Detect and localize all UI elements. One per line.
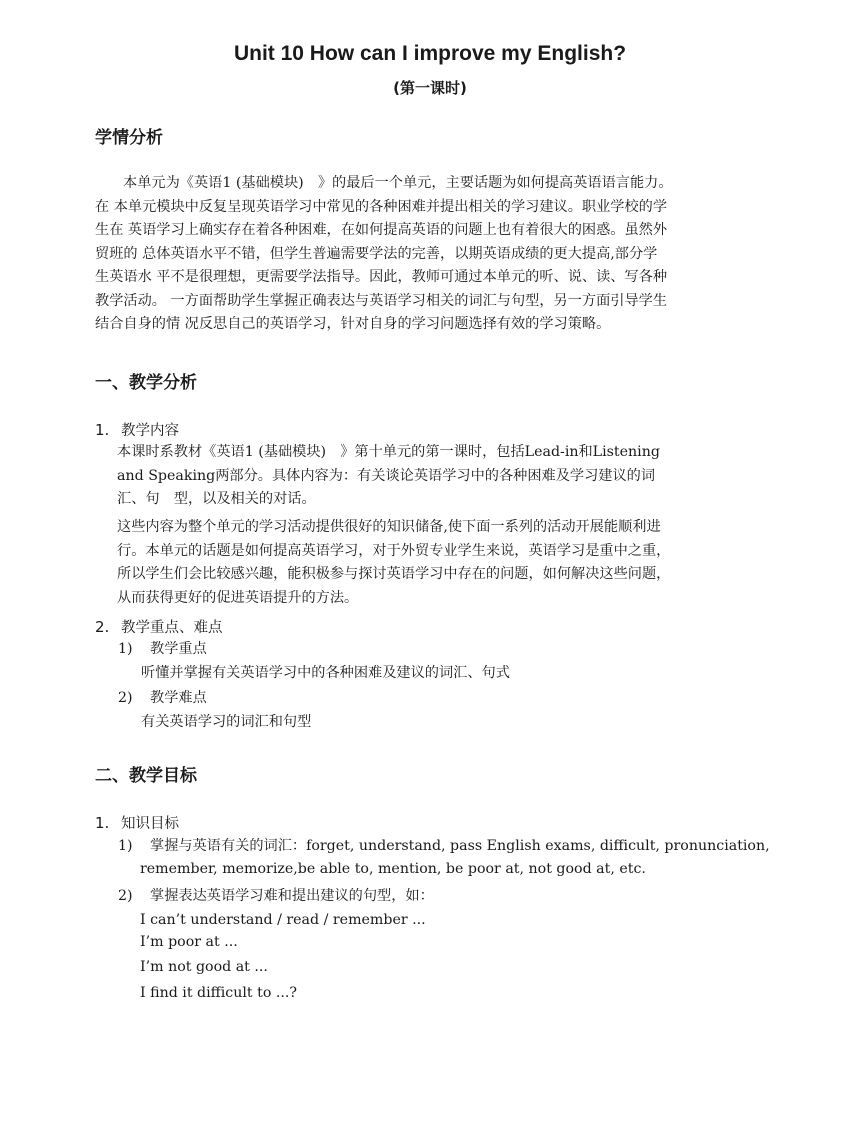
- item-label: 掌握表达英语学习难和提出建议的句型，如：: [150, 888, 434, 904]
- page-title: Unit 10 How can I improve my English?: [233, 42, 627, 65]
- content-paragraph-2: [117, 516, 769, 610]
- section-label: 知识目标: [121, 816, 179, 832]
- paragraph-line: 汇、句 型，以及相关的对话。: [117, 491, 316, 507]
- paragraph-line: 结合自身的情 况反思自己的英语学习，针对自身的学习问题选择有效的学习策略。: [95, 316, 611, 332]
- difficulty-item-text: 有关英语学习的词汇和句型: [141, 714, 312, 730]
- paragraph-line: and Speaking两部分。具体内容为：有关谈论英语学习中的各种困难及学习建议的词: [117, 467, 656, 484]
- sentence-pattern: I’m poor at ...: [140, 934, 238, 950]
- section-number: 2.: [95, 618, 110, 636]
- paragraph-line: 在 本单元模块中反复呈现英语学习中常见的各种困难并提出相关的学习建议。职业学校的学: [95, 198, 668, 215]
- item-label: 教学重点: [150, 641, 207, 657]
- item-number: 1): [118, 838, 133, 854]
- vocabulary-item: [118, 835, 770, 857]
- knowledge-section-title: [95, 812, 179, 835]
- paragraph-line: 教学活动。 一方面帮助学生掌握正确表达与英语学习相关的词汇与句型，另一方面引导学生: [95, 292, 668, 309]
- sentence-pattern: I’m not good at ...: [140, 959, 268, 975]
- item-text: 掌握与英语有关的词汇：forget, understand, pass English exams, difficult, pronunciation,: [150, 838, 770, 854]
- item-number: 2): [118, 888, 133, 904]
- page-subtitle: (第一课时): [393, 79, 467, 97]
- keypoint-item-text: 听懂并掌握有关英语学习中的各种困难及建议的词汇、句式: [141, 665, 510, 681]
- situation-heading: 学情分析: [95, 128, 163, 148]
- paragraph-line: 本课时系教材《英语1 (基础模块) 》第十单元的第一课时，包括Lead-in和Listening: [117, 444, 660, 460]
- item-label: 教学难点: [150, 690, 207, 706]
- analysis-heading: 一、教学分析: [95, 373, 197, 393]
- paragraph-line: 从而获得更好的促进英语提升的方法。: [117, 589, 359, 606]
- vocabulary-item-continued: remember, memorize,be able to, mention, be poor at, not good at, etc.: [140, 861, 646, 877]
- paragraph-line: 所以学生们会比较感兴趣，能积极参与探讨英语学习中存在的问题，如何解决这些问题，: [117, 566, 671, 582]
- paragraph-line: 行。本单元的话题是如何提高英语学习，对于外贸专业学生来说，英语学习是重中之重，: [117, 542, 671, 559]
- section-label: 教学重点、难点: [121, 620, 223, 636]
- keypoints-section-title: [95, 616, 223, 639]
- sentence-pattern: I find it difficult to ...?: [140, 985, 298, 1001]
- section-label: 教学内容: [121, 423, 179, 439]
- section-number: 1.: [95, 421, 110, 439]
- sentence-pattern-item: [118, 885, 434, 907]
- paragraph-line: 贸班的 总体英语水平不错，但学生普遍需要学法的完善，以期英语成绩的更大提高,部分学: [95, 245, 658, 262]
- difficulty-item-title: [118, 687, 207, 709]
- item-number: 2): [118, 690, 133, 706]
- paragraph-line: 生英语水 平不是很理想，更需要学法指导。因此，教师可通过本单元的听、说、读、写各种: [95, 269, 668, 285]
- objectives-heading: 二、教学目标: [95, 766, 197, 786]
- paragraph-line: 本单元为《英语1 (基础模块) 》的最后一个单元，主要话题为如何提高英语语言能力。: [123, 175, 673, 191]
- situation-paragraph: [95, 172, 775, 337]
- content-section-title: [95, 419, 179, 442]
- paragraph-line: 生在 英语学习上确实存在着各种困难，在如何提高英语的问题上也有着很大的困惑。虽然外: [95, 222, 668, 238]
- section-number: 1.: [95, 814, 110, 832]
- paragraph-line: 这些内容为整个单元的学习活动提供很好的知识储备,使下面一系列的活动开展能顺利进: [117, 519, 661, 535]
- keypoint-item-title: [118, 638, 207, 660]
- item-number: 1): [118, 641, 133, 657]
- sentence-pattern: I can’t understand / read / remember ...: [140, 912, 426, 928]
- content-paragraph-1: [117, 441, 769, 512]
